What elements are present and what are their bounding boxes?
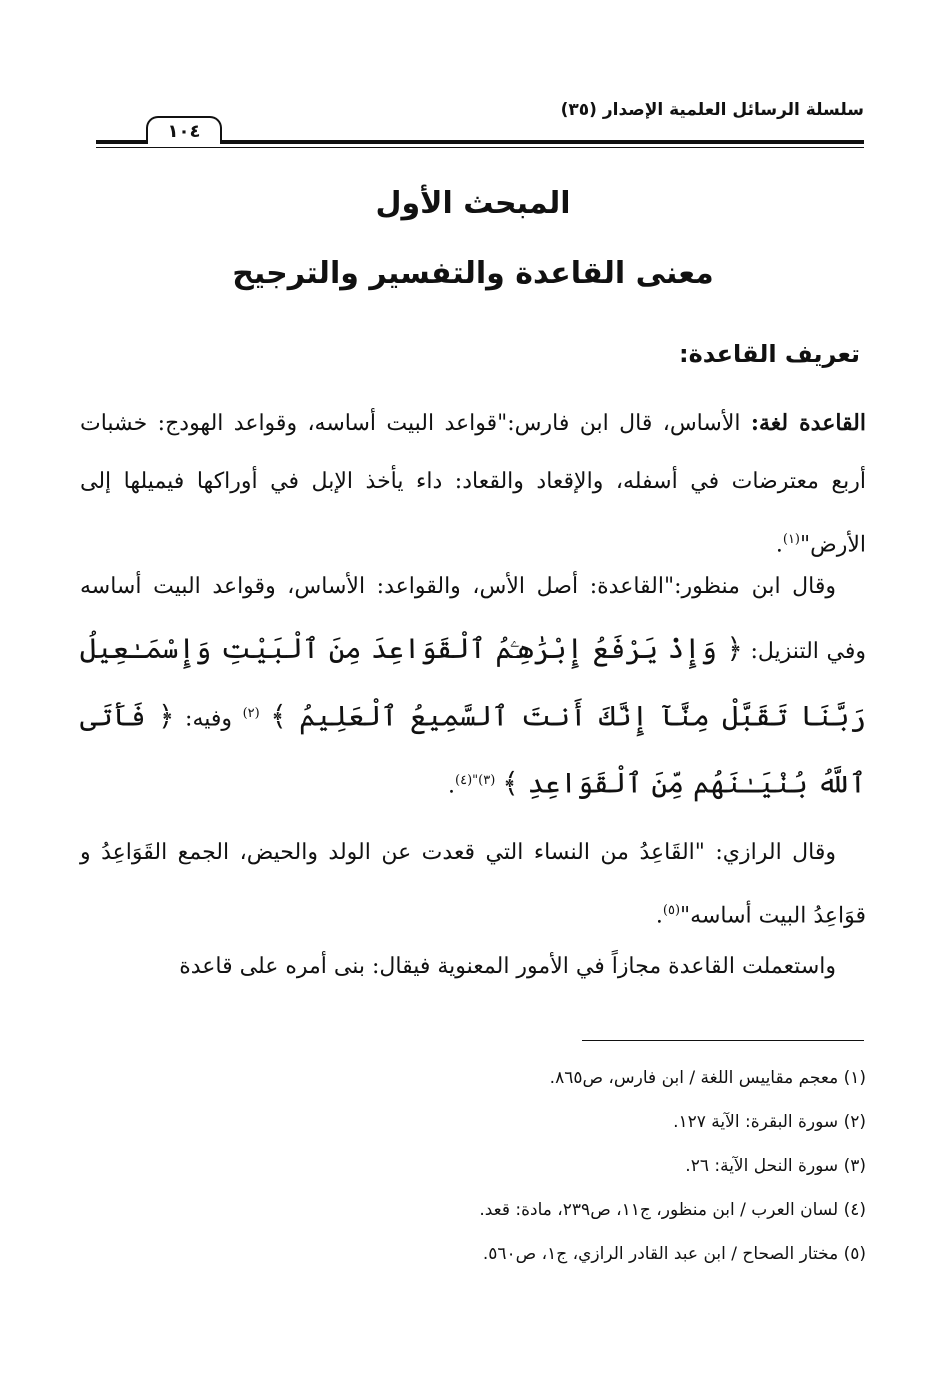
paragraph-ibn-manzur bbox=[80, 556, 866, 818]
paragraph-end: . bbox=[655, 903, 663, 929]
chapter-title: المبحث الأول bbox=[375, 186, 571, 221]
page-number: ١٠٤ bbox=[146, 116, 222, 144]
footnote: (٥) مختار الصحاح / ابن عبد القادر الرازي، ج١، ص٥٦٠. bbox=[482, 1244, 866, 1264]
paragraph-text: وقال الرازي: "القَاعِدُ من النساء التي قعدت عن الولد والحيض، الجمع القَوَاعِدُ و قوَاعِدُ البيت أساسه" bbox=[80, 840, 866, 929]
paragraph-razi bbox=[80, 824, 866, 945]
chapter-subtitle: معنى القاعدة والتفسير والترجيح bbox=[232, 256, 714, 291]
section-heading: تعريف القاعدة: bbox=[679, 340, 860, 368]
paragraph-text: وفيه: bbox=[174, 706, 243, 732]
footnote-ref: (٣)"(٤) bbox=[455, 773, 496, 789]
footnote: (١) معجم مقاييس اللغة / ابن فارس، ص٨٦٥. bbox=[549, 1068, 866, 1088]
footnote-ref: (١) bbox=[782, 532, 800, 547]
paragraph-definition-language bbox=[80, 394, 866, 574]
paragraph-text: واستعملت القاعدة مجازاً في الأمور المعنوية فيقال: بنى أمره على قاعدة bbox=[179, 954, 836, 979]
header-rule-thin bbox=[96, 147, 864, 148]
footnote-ref: (٥) bbox=[662, 903, 681, 918]
paragraph-text: وقال ابن منظور:"القاعدة: أصل الأس، والقواعد: الأساس، وقواعد البيت أساسه وفي التنزيل: bbox=[80, 574, 866, 664]
paragraph-end: . bbox=[775, 532, 783, 558]
series-title: سلسلة الرسائل العلمية الإصدار (٣٥) bbox=[560, 100, 864, 120]
paragraph-text: الأساس، قال ابن فارس:"قواعد البيت أساسه، وقواعد الهودج: خشبات أربع معترضات في أسفله، والإقعاد والقعاد: داء يأخذ الإبل في أوراكها فيميلها إلى الأرض" bbox=[80, 411, 866, 558]
quran-verse: ﴿ فَأَتَى ٱللَّهُ بُنْيَـٰنَهُم مِّنَ ٱلْقَوَاعِدِ ﴾ bbox=[80, 699, 866, 800]
paragraph-end: . bbox=[448, 773, 456, 799]
footnote: (٣) سورة النحل الآية: ٢٦. bbox=[685, 1156, 866, 1176]
quran-verse: ﴿ وَإِذْ يَرْفَعُ إِبْرَٰهِـۧمُ ٱلْقَوَاعِدَ مِنَ ٱلْبَيْتِ وَإِسْمَـٰعِيلُ رَبَّنَا تَقَبَّلْ مِنَّآ إِنَّكَ أَنتَ ٱلسَّمِيعُ ٱلْعَلِيمُ ﴾ bbox=[80, 632, 866, 733]
footnote: (٢) سورة البقرة: الآية ١٢٧. bbox=[673, 1112, 866, 1132]
footnote-ref: (٢) bbox=[242, 706, 260, 721]
paragraph-figurative bbox=[80, 938, 866, 996]
footnote: (٤) لسان العرب / ابن منظور، ج١١، ص٢٣٩، مادة: قعد. bbox=[479, 1200, 866, 1220]
footnotes bbox=[80, 1056, 866, 1276]
paragraph-lead: القاعدة لغة: bbox=[750, 410, 866, 436]
footnote-separator bbox=[582, 1040, 864, 1041]
